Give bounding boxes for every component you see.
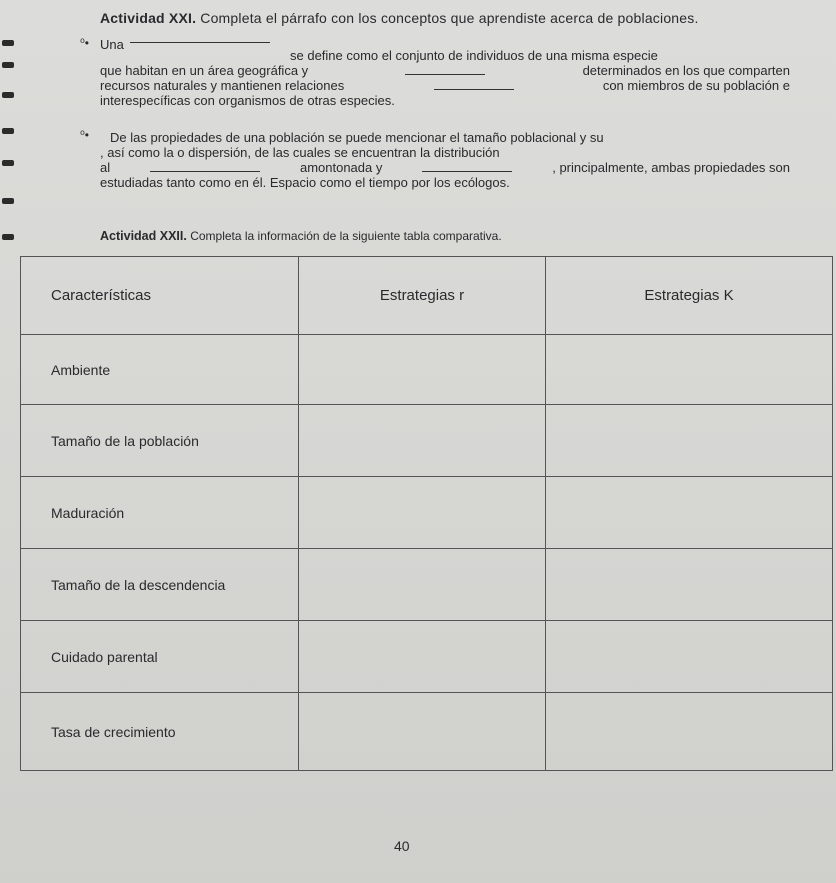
text: , principalmente, ambas propiedades son	[552, 160, 790, 175]
row-label: Tamaño de la población	[21, 405, 299, 477]
binding-hole	[2, 128, 14, 134]
header-characteristics: Características	[21, 257, 299, 335]
paragraph-1-line	[100, 93, 790, 108]
answer-cell[interactable]	[546, 335, 833, 405]
answer-cell[interactable]	[299, 621, 546, 693]
row-label: Ambiente	[21, 335, 299, 405]
blank-field[interactable]	[130, 31, 270, 43]
blank-field[interactable]	[422, 160, 512, 172]
binding-hole	[2, 234, 14, 240]
activity-22-label: Actividad XXII.	[100, 229, 187, 243]
table-header-row	[21, 257, 833, 335]
paragraph-1-line	[100, 78, 790, 93]
paragraph-2-line	[100, 175, 790, 190]
binding-hole	[2, 40, 14, 46]
activity-21-instruction: Completa el párrafo con los conceptos que aprendiste acerca de poblaciones.	[200, 10, 699, 26]
header-k-strategies: Estrategias K	[546, 257, 833, 335]
binding-hole	[2, 92, 14, 98]
text: Una	[100, 37, 124, 52]
text: estudiadas tanto como en él. Espacio como el tiempo por los ecólogos.	[100, 175, 510, 190]
paragraph-1	[100, 37, 790, 108]
row-label: Maduración	[21, 477, 299, 549]
blank-field[interactable]	[434, 78, 514, 90]
answer-cell[interactable]	[546, 693, 833, 771]
page-number: 40	[394, 838, 410, 854]
bullet-icon: ⁰•	[80, 128, 90, 142]
row-label: Cuidado parental	[21, 621, 299, 693]
activity-22-instruction: Completa la información de la siguiente tabla comparativa.	[190, 229, 502, 243]
answer-cell[interactable]	[546, 477, 833, 549]
table-row	[21, 621, 833, 693]
text: al	[100, 160, 111, 175]
answer-cell[interactable]	[299, 549, 546, 621]
text: recursos naturales y mantienen relaciones	[100, 78, 345, 93]
header-r-strategies: Estrategias r	[299, 257, 546, 335]
binding-hole	[2, 198, 14, 204]
activity-22-title	[100, 229, 502, 243]
text: que habitan en un área geográfica y	[100, 63, 309, 78]
answer-cell[interactable]	[546, 405, 833, 477]
activity-21-title	[100, 10, 699, 26]
bullet-icon: ⁰•	[80, 36, 90, 50]
text: determinados en los que comparten	[582, 63, 790, 78]
binding-hole	[2, 62, 14, 68]
row-label: Tamaño de la descendencia	[21, 549, 299, 621]
paragraph-2-line	[100, 145, 790, 160]
activity-21-label: Actividad XXI.	[100, 10, 197, 26]
table-row	[21, 549, 833, 621]
answer-cell[interactable]	[299, 477, 546, 549]
table-row	[21, 405, 833, 477]
paragraph-2-line	[100, 130, 790, 145]
text: se define como el conjunto de individuos de una misma especie	[290, 48, 658, 63]
paragraph-2-line	[100, 160, 790, 175]
text: interespecíficas con organismos de otras especies.	[100, 93, 395, 108]
text: , así como la o dispersión, de las cuales se encuentran la distribución	[100, 145, 500, 160]
text: con miembros de su población e	[602, 78, 790, 93]
paragraph-1-line	[100, 63, 790, 78]
text: De las propiedades de una población se puede mencionar el tamaño poblacional y su	[110, 130, 604, 145]
answer-cell[interactable]	[299, 335, 546, 405]
table-row	[21, 477, 833, 549]
table-row	[21, 693, 833, 771]
answer-cell[interactable]	[299, 693, 546, 771]
comparison-table	[20, 256, 833, 771]
answer-cell[interactable]	[546, 549, 833, 621]
blank-field[interactable]	[405, 63, 485, 75]
paragraph-2	[100, 130, 790, 190]
answer-cell[interactable]	[546, 621, 833, 693]
text: amontonada y	[299, 160, 383, 175]
answer-cell[interactable]	[299, 405, 546, 477]
row-label: Tasa de crecimiento	[21, 693, 299, 771]
blank-field[interactable]	[150, 160, 260, 172]
paragraph-1-line	[100, 48, 790, 63]
binding-hole	[2, 160, 14, 166]
table-row	[21, 335, 833, 405]
